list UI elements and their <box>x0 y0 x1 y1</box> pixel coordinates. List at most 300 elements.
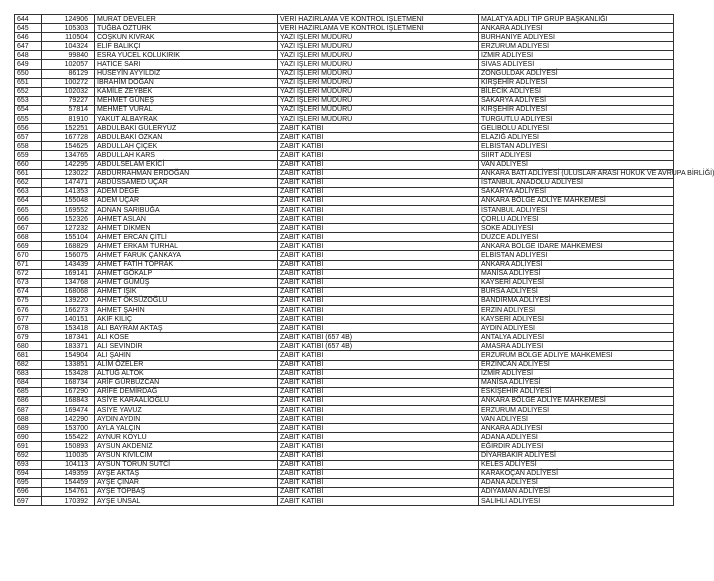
job-title-cell: ZABIT KATİBİ <box>278 315 479 324</box>
institution-cell: ELBİSTAN ADLİYESİ <box>479 251 674 260</box>
full-name-cell: ABDURRAHMAN ERDOĞAN <box>95 169 278 178</box>
full-name-cell: TUĞBA ÖZTÜRK <box>95 24 278 33</box>
institution-cell: İZMİR ADLİYESİ <box>479 51 674 60</box>
personnel-table <box>14 14 714 506</box>
institution-cell: KIRŞEHİR ADLİYESİ <box>479 105 674 114</box>
full-name-cell: MEHMET GÜNEŞ <box>95 96 278 105</box>
registry-number-cell: 142295 <box>42 160 95 169</box>
table-row <box>15 315 674 324</box>
job-title-cell: ZABIT KATİBİ <box>278 406 479 415</box>
full-name-cell: AHMET FATİH TOPRAK <box>95 260 278 269</box>
row-number-cell: 681 <box>15 351 42 360</box>
job-title-cell: ZABIT KATİBİ <box>278 433 479 442</box>
registry-number-cell: 139220 <box>42 296 95 305</box>
registry-number-cell: 169141 <box>42 269 95 278</box>
row-number-cell: 662 <box>15 178 42 187</box>
row-number-cell: 676 <box>15 306 42 315</box>
full-name-cell: ESRA YÜCEL KOLUKIRIK <box>95 51 278 60</box>
job-title-cell: ZABIT KATİBİ <box>278 133 479 142</box>
institution-cell: ADANA ADLİYESİ <box>479 433 674 442</box>
job-title-cell: ZABIT KATİBİ <box>278 196 479 205</box>
registry-number-cell: 142290 <box>42 415 95 424</box>
row-number-cell: 644 <box>15 15 42 24</box>
institution-cell: ANKARA ADLİYESİ <box>479 24 674 33</box>
registry-number-cell: 79227 <box>42 96 95 105</box>
full-name-cell: ABDULBAKİ ÖZKAN <box>95 133 278 142</box>
registry-number-cell: 153418 <box>42 324 95 333</box>
full-name-cell: ALİ SEVİNDİR <box>95 342 278 351</box>
full-name-cell: AHMET ÖKSÜZOĞLU <box>95 296 278 305</box>
row-number-cell: 663 <box>15 187 42 196</box>
job-title-cell: ZABIT KATİBİ <box>278 296 479 305</box>
registry-number-cell: 155048 <box>42 196 95 205</box>
row-number-cell: 673 <box>15 278 42 287</box>
table-row <box>15 105 674 114</box>
job-title-cell: ZABIT KATİBİ <box>278 251 479 260</box>
row-number-cell: 660 <box>15 160 42 169</box>
institution-cell: ELAZIĞ ADLİYESİ <box>479 133 674 142</box>
institution-cell: GELİBOLU ADLİYESİ <box>479 124 674 133</box>
institution-cell: SAKARYA ADLİYESİ <box>479 187 674 196</box>
job-title-cell: YAZI İŞLERİ MÜDÜRÜ <box>278 78 479 87</box>
job-title-cell: ZABIT KATİBİ <box>278 378 479 387</box>
full-name-cell: AYLA YALÇIN <box>95 424 278 433</box>
row-number-cell: 678 <box>15 324 42 333</box>
institution-cell: İSTANBUL ADLİYESİ <box>479 205 674 214</box>
registry-number-cell: 155422 <box>42 433 95 442</box>
row-number-cell: 657 <box>15 133 42 142</box>
job-title-cell: ZABIT KATİBİ <box>278 124 479 133</box>
job-title-cell: ZABIT KATİBİ <box>278 324 479 333</box>
row-number-cell: 691 <box>15 442 42 451</box>
full-name-cell: ALTUĞ ALTOK <box>95 369 278 378</box>
row-number-cell: 697 <box>15 496 42 505</box>
row-number-cell: 652 <box>15 87 42 96</box>
institution-cell: ELBİSTAN ADLİYESİ <box>479 142 674 151</box>
row-number-cell: 694 <box>15 469 42 478</box>
institution-cell: SAKARYA ADLİYESİ <box>479 96 674 105</box>
job-title-cell: ZABIT KATİBİ <box>278 160 479 169</box>
job-title-cell: ZABIT KATİBİ <box>278 205 479 214</box>
table-row <box>15 96 674 105</box>
institution-cell: MALATYA ADLİ TIP GRUP BAŞKANLIĞI <box>479 15 674 24</box>
table-row <box>15 115 674 124</box>
job-title-cell: ZABIT KATİBİ <box>278 224 479 233</box>
job-title-cell: YAZI İŞLERİ MÜDÜRÜ <box>278 105 479 114</box>
registry-number-cell: 123022 <box>42 169 95 178</box>
institution-cell: ESKİŞEHİR ADLİYESİ <box>479 387 674 396</box>
institution-cell: KIRŞEHİR ADLİYESİ <box>479 78 674 87</box>
full-name-cell: MEHMET VURAL <box>95 105 278 114</box>
registry-number-cell: 133851 <box>42 360 95 369</box>
table-row <box>15 324 674 333</box>
registry-number-cell: 104324 <box>42 42 95 51</box>
institution-cell: KELES ADLİYESİ <box>479 460 674 469</box>
registry-number-cell: 187341 <box>42 333 95 342</box>
job-title-cell: ZABIT KATİBİ <box>278 415 479 424</box>
full-name-cell: ABDÜSSAMED UÇAR <box>95 178 278 187</box>
job-title-cell: ZABIT KATİBİ <box>278 351 479 360</box>
row-number-cell: 671 <box>15 260 42 269</box>
registry-number-cell: 169552 <box>42 205 95 214</box>
row-number-cell: 684 <box>15 378 42 387</box>
row-number-cell: 664 <box>15 196 42 205</box>
row-number-cell: 682 <box>15 360 42 369</box>
institution-cell: MANİSA ADLİYESİ <box>479 269 674 278</box>
registry-number-cell: 168068 <box>42 287 95 296</box>
row-number-cell: 692 <box>15 451 42 460</box>
job-title-cell: ZABIT KATİBİ <box>278 287 479 296</box>
registry-number-cell: 168843 <box>42 396 95 405</box>
table-row <box>15 224 674 233</box>
full-name-cell: AHMET IŞIK <box>95 287 278 296</box>
institution-cell: MANİSA ADLİYESİ <box>479 378 674 387</box>
row-number-cell: 696 <box>15 487 42 496</box>
registry-number-cell: 102057 <box>42 60 95 69</box>
job-title-cell: ZABIT KATİBİ <box>278 442 479 451</box>
row-number-cell: 661 <box>15 169 42 178</box>
row-number-cell: 653 <box>15 96 42 105</box>
full-name-cell: AYNUR KÖYLÜ <box>95 433 278 442</box>
table-row <box>15 278 674 287</box>
full-name-cell: ALİM ÖZELER <box>95 360 278 369</box>
row-number-cell: 677 <box>15 315 42 324</box>
row-number-cell: 667 <box>15 224 42 233</box>
job-title-cell: ZABIT KATİBİ <box>278 451 479 460</box>
registry-number-cell: 168829 <box>42 242 95 251</box>
row-number-cell: 674 <box>15 287 42 296</box>
job-title-cell: YAZI İŞLERİ MÜDÜRÜ <box>278 69 479 78</box>
institution-cell: ANKARA BÖLGE ADLİYE MAHKEMESİ <box>479 196 674 205</box>
table-row <box>15 196 674 205</box>
full-name-cell: ALİ BAYRAM AKTAŞ <box>95 324 278 333</box>
institution-cell: İZMİR ADLİYESİ <box>479 369 674 378</box>
registry-number-cell: 168734 <box>42 378 95 387</box>
table-row <box>15 442 674 451</box>
institution-cell: DÜZCE ADLİYESİ <box>479 233 674 242</box>
job-title-cell: ZABIT KATİBİ <box>278 460 479 469</box>
registry-number-cell: 127232 <box>42 224 95 233</box>
table-row <box>15 306 674 315</box>
registry-number-cell: 149359 <box>42 469 95 478</box>
row-number-cell: 648 <box>15 51 42 60</box>
registry-number-cell: 155104 <box>42 233 95 242</box>
table-row <box>15 24 674 33</box>
job-title-cell: YAZI İŞLERİ MÜDÜRÜ <box>278 51 479 60</box>
registry-number-cell: 110504 <box>42 33 95 42</box>
table-row <box>15 451 674 460</box>
row-number-cell: 656 <box>15 124 42 133</box>
row-number-cell: 670 <box>15 251 42 260</box>
registry-number-cell: 167728 <box>42 133 95 142</box>
registry-number-cell: 81910 <box>42 115 95 124</box>
table-row <box>15 69 674 78</box>
registry-number-cell: 154904 <box>42 351 95 360</box>
full-name-cell: AYŞE TOPBAŞ <box>95 487 278 496</box>
registry-number-cell: 57814 <box>42 105 95 114</box>
full-name-cell: AHMET FARUK ÇANKAYA <box>95 251 278 260</box>
institution-cell: ÇORLU ADLİYESİ <box>479 215 674 224</box>
table-row <box>15 406 674 415</box>
full-name-cell: ADEM UÇAR <box>95 196 278 205</box>
institution-cell: ERZURUM ADLİYESİ <box>479 406 674 415</box>
table-row <box>15 342 674 351</box>
job-title-cell: ZABIT KATİBİ <box>278 360 479 369</box>
institution-cell: VAN ADLİYESİ <box>479 160 674 169</box>
full-name-cell: AYŞE ÇINAR <box>95 478 278 487</box>
registry-number-cell: 154625 <box>42 142 95 151</box>
row-number-cell: 680 <box>15 342 42 351</box>
institution-cell: SİVAS ADLİYESİ <box>479 60 674 69</box>
institution-cell: BANDIRMA ADLİYESİ <box>479 296 674 305</box>
table-row <box>15 396 674 405</box>
job-title-cell: ZABIT KATİBİ <box>278 151 479 160</box>
job-title-cell: ZABIT KATİBİ <box>278 178 479 187</box>
row-number-cell: 650 <box>15 69 42 78</box>
registry-number-cell: 134768 <box>42 278 95 287</box>
table-row <box>15 142 674 151</box>
registry-number-cell: 152251 <box>42 124 95 133</box>
full-name-cell: İBRAHİM DOĞAN <box>95 78 278 87</box>
registry-number-cell: 100272 <box>42 78 95 87</box>
row-number-cell: 690 <box>15 433 42 442</box>
registry-number-cell: 102032 <box>42 87 95 96</box>
institution-cell: SİİRT ADLİYESİ <box>479 151 674 160</box>
row-number-cell: 679 <box>15 333 42 342</box>
row-number-cell: 665 <box>15 205 42 214</box>
table-row <box>15 242 674 251</box>
full-name-cell: ADNAN SARIBUĞA <box>95 205 278 214</box>
institution-cell: AMASRA ADLİYESİ <box>479 342 674 351</box>
full-name-cell: YAKUT ALBAYRAK <box>95 115 278 124</box>
table-row <box>15 296 674 305</box>
job-title-cell: ZABIT KATİBİ <box>278 215 479 224</box>
job-title-cell: YAZI İŞLERİ MÜDÜRÜ <box>278 96 479 105</box>
table-row <box>15 178 674 187</box>
table-row <box>15 151 674 160</box>
row-number-cell: 659 <box>15 151 42 160</box>
table-row <box>15 387 674 396</box>
row-number-cell: 693 <box>15 460 42 469</box>
table-row <box>15 433 674 442</box>
table-row <box>15 369 674 378</box>
full-name-cell: AHMET ŞAHİN <box>95 306 278 315</box>
table-row <box>15 15 674 24</box>
job-title-cell: ZABIT KATİBİ (657 4B) <box>278 342 479 351</box>
job-title-cell: ZABIT KATİBİ (657 4B) <box>278 333 479 342</box>
table-row <box>15 160 674 169</box>
row-number-cell: 654 <box>15 105 42 114</box>
registry-number-cell: 166273 <box>42 306 95 315</box>
row-number-cell: 649 <box>15 60 42 69</box>
institution-cell: SÖKE ADLİYESİ <box>479 224 674 233</box>
institution-cell: ZONGULDAK ADLİYESİ <box>479 69 674 78</box>
table-row <box>15 378 674 387</box>
institution-cell: ANTALYA ADLİYESİ <box>479 333 674 342</box>
registry-number-cell: 153700 <box>42 424 95 433</box>
row-number-cell: 646 <box>15 33 42 42</box>
institution-cell: ERZURUM BÖLGE ADLİYE MAHKEMESİ <box>479 351 674 360</box>
row-number-cell: 672 <box>15 269 42 278</box>
row-number-cell: 687 <box>15 406 42 415</box>
full-name-cell: ADEM DEGE <box>95 187 278 196</box>
row-number-cell: 683 <box>15 369 42 378</box>
institution-cell: ANKARA ADLİYESİ <box>479 260 674 269</box>
registry-number-cell: 153428 <box>42 369 95 378</box>
table-row <box>15 469 674 478</box>
registry-number-cell: 152326 <box>42 215 95 224</box>
registry-number-cell: 147471 <box>42 178 95 187</box>
full-name-cell: AHMET ERKAM TURHAL <box>95 242 278 251</box>
row-number-cell: 675 <box>15 296 42 305</box>
table-row <box>15 424 674 433</box>
table-row <box>15 487 674 496</box>
full-name-cell: KAMİLE ZEYBEK <box>95 87 278 96</box>
table-row <box>15 351 674 360</box>
institution-cell: KARAKOÇAN ADLİYESİ <box>479 469 674 478</box>
institution-cell: İSTANBUL ANADOLU ADLİYESİ <box>479 178 674 187</box>
job-title-cell: YAZI İŞLERİ MÜDÜRÜ <box>278 87 479 96</box>
job-title-cell: YAZI İŞLERİ MÜDÜRÜ <box>278 115 479 124</box>
full-name-cell: AYSUN KIVILCIM <box>95 451 278 460</box>
job-title-cell: ZABIT KATİBİ <box>278 169 479 178</box>
full-name-cell: ELİF BALIKÇI <box>95 42 278 51</box>
table-row <box>15 333 674 342</box>
registry-number-cell: 143439 <box>42 260 95 269</box>
job-title-cell: YAZI İŞLERİ MÜDÜRÜ <box>278 60 479 69</box>
row-number-cell: 689 <box>15 424 42 433</box>
job-title-cell: ZABIT KATİBİ <box>278 496 479 505</box>
registry-number-cell: 140151 <box>42 315 95 324</box>
registry-number-cell: 124906 <box>42 15 95 24</box>
full-name-cell: ABDULBAKİ GÜLERYÜZ <box>95 124 278 133</box>
row-number-cell: 695 <box>15 478 42 487</box>
row-number-cell: 685 <box>15 387 42 396</box>
full-name-cell: MURAT DEVELER <box>95 15 278 24</box>
job-title-cell: ZABIT KATİBİ <box>278 306 479 315</box>
full-name-cell: AYŞE ÜNSAL <box>95 496 278 505</box>
row-number-cell: 669 <box>15 242 42 251</box>
job-title-cell: ZABIT KATİBİ <box>278 369 479 378</box>
registry-number-cell: 104113 <box>42 460 95 469</box>
institution-cell: SALİHLİ ADLİYESİ <box>479 496 674 505</box>
full-name-cell: AHMET ASLAN <box>95 215 278 224</box>
institution-cell: BURSA ADLİYESİ <box>479 287 674 296</box>
full-name-cell: ABDULSELAM EKİCİ <box>95 160 278 169</box>
job-title-cell: ZABIT KATİBİ <box>278 478 479 487</box>
full-name-cell: ASİYE YAVUZ <box>95 406 278 415</box>
institution-cell: ERZİNCAN ADLİYESİ <box>479 360 674 369</box>
job-title-cell: ZABIT KATİBİ <box>278 396 479 405</box>
job-title-cell: ZABIT KATİBİ <box>278 260 479 269</box>
table-row <box>15 187 674 196</box>
job-title-cell: YAZI İŞLERİ MÜDÜRÜ <box>278 42 479 51</box>
full-name-cell: AYŞE AKTAŞ <box>95 469 278 478</box>
full-name-cell: HÜSEYİN AYYILDIZ <box>95 69 278 78</box>
registry-number-cell: 156075 <box>42 251 95 260</box>
registry-number-cell: 134765 <box>42 151 95 160</box>
full-name-cell: ABDULLAH KARS <box>95 151 278 160</box>
table-row <box>15 260 674 269</box>
institution-cell: ANKARA ADLİYESİ <box>479 424 674 433</box>
registry-number-cell: 99840 <box>42 51 95 60</box>
institution-cell: BİLECİK ADLİYESİ <box>479 87 674 96</box>
institution-cell: ANKARA BÖLGE İDARE MAHKEMESİ <box>479 242 674 251</box>
full-name-cell: AKİF KILIÇ <box>95 315 278 324</box>
registry-number-cell: 105303 <box>42 24 95 33</box>
institution-cell: ADANA ADLİYESİ <box>479 478 674 487</box>
row-number-cell: 688 <box>15 415 42 424</box>
full-name-cell: ASİYE KARAALİOĞLU <box>95 396 278 405</box>
registry-number-cell: 86129 <box>42 69 95 78</box>
table-row <box>15 133 674 142</box>
institution-cell: DİYARBAKIR ADLİYESİ <box>479 451 674 460</box>
registry-number-cell: 154459 <box>42 478 95 487</box>
table-row <box>15 460 674 469</box>
full-name-cell: ARİF GÜRBÜZCAN <box>95 378 278 387</box>
institution-cell: ADIYAMAN ADLİYESİ <box>479 487 674 496</box>
row-number-cell: 666 <box>15 215 42 224</box>
full-name-cell: AHMET GÜMÜŞ <box>95 278 278 287</box>
institution-cell: ERZURUM ADLİYESİ <box>479 42 674 51</box>
table-row <box>15 124 674 133</box>
registry-number-cell: 150893 <box>42 442 95 451</box>
job-title-cell: ZABIT KATİBİ <box>278 387 479 396</box>
job-title-cell: ZABIT KATİBİ <box>278 487 479 496</box>
institution-cell: ANKARA BATI ADLİYESİ (ULUSLAR ARASI HUKUK VE AVRUPA BİRLİĞİ) <box>479 169 674 178</box>
full-name-cell: COŞKUN KIVRAK <box>95 33 278 42</box>
full-name-cell: ABDULLAH ÇİÇEK <box>95 142 278 151</box>
institution-cell: TURGUTLU ADLİYESİ <box>479 115 674 124</box>
row-number-cell: 658 <box>15 142 42 151</box>
institution-cell: EĞİRDİR ADLİYESİ <box>479 442 674 451</box>
table-row <box>15 42 674 51</box>
full-name-cell: AYDIN AYDIN <box>95 415 278 424</box>
job-title-cell: ZABIT KATİBİ <box>278 269 479 278</box>
row-number-cell: 645 <box>15 24 42 33</box>
job-title-cell: VERİ HAZIRLAMA VE KONTROL İŞLETMENİ <box>278 24 479 33</box>
institution-cell: KAYSERİ ADLİYESİ <box>479 278 674 287</box>
full-name-cell: ALİ ŞAHİN <box>95 351 278 360</box>
institution-cell: AYDIN ADLİYESİ <box>479 324 674 333</box>
full-name-cell: AYSUN TORUN SUTCİ <box>95 460 278 469</box>
job-title-cell: ZABIT KATİBİ <box>278 142 479 151</box>
registry-number-cell: 110035 <box>42 451 95 460</box>
full-name-cell: AHMET DİKMEN <box>95 224 278 233</box>
job-title-cell: ZABIT KATİBİ <box>278 187 479 196</box>
full-name-cell: AHMET ERCAN ÇİTLİ <box>95 233 278 242</box>
table-row <box>15 33 674 42</box>
institution-cell: VAN ADLİYESİ <box>479 415 674 424</box>
row-number-cell: 686 <box>15 396 42 405</box>
table-row <box>15 169 674 178</box>
table-row <box>15 360 674 369</box>
table-row <box>15 496 674 505</box>
registry-number-cell: 169474 <box>42 406 95 415</box>
registry-number-cell: 154761 <box>42 487 95 496</box>
job-title-cell: ZABIT KATİBİ <box>278 424 479 433</box>
institution-cell: BURHANİYE ADLİYESİ <box>479 33 674 42</box>
row-number-cell: 655 <box>15 115 42 124</box>
registry-number-cell: 170392 <box>42 496 95 505</box>
table-row <box>15 78 674 87</box>
personnel-table-body <box>15 15 714 506</box>
job-title-cell: ZABIT KATİBİ <box>278 233 479 242</box>
table-row <box>15 51 674 60</box>
table-row <box>15 269 674 278</box>
row-number-cell: 647 <box>15 42 42 51</box>
job-title-cell: VERİ HAZIRLAMA VE KONTROL İŞLETMENİ <box>278 15 479 24</box>
